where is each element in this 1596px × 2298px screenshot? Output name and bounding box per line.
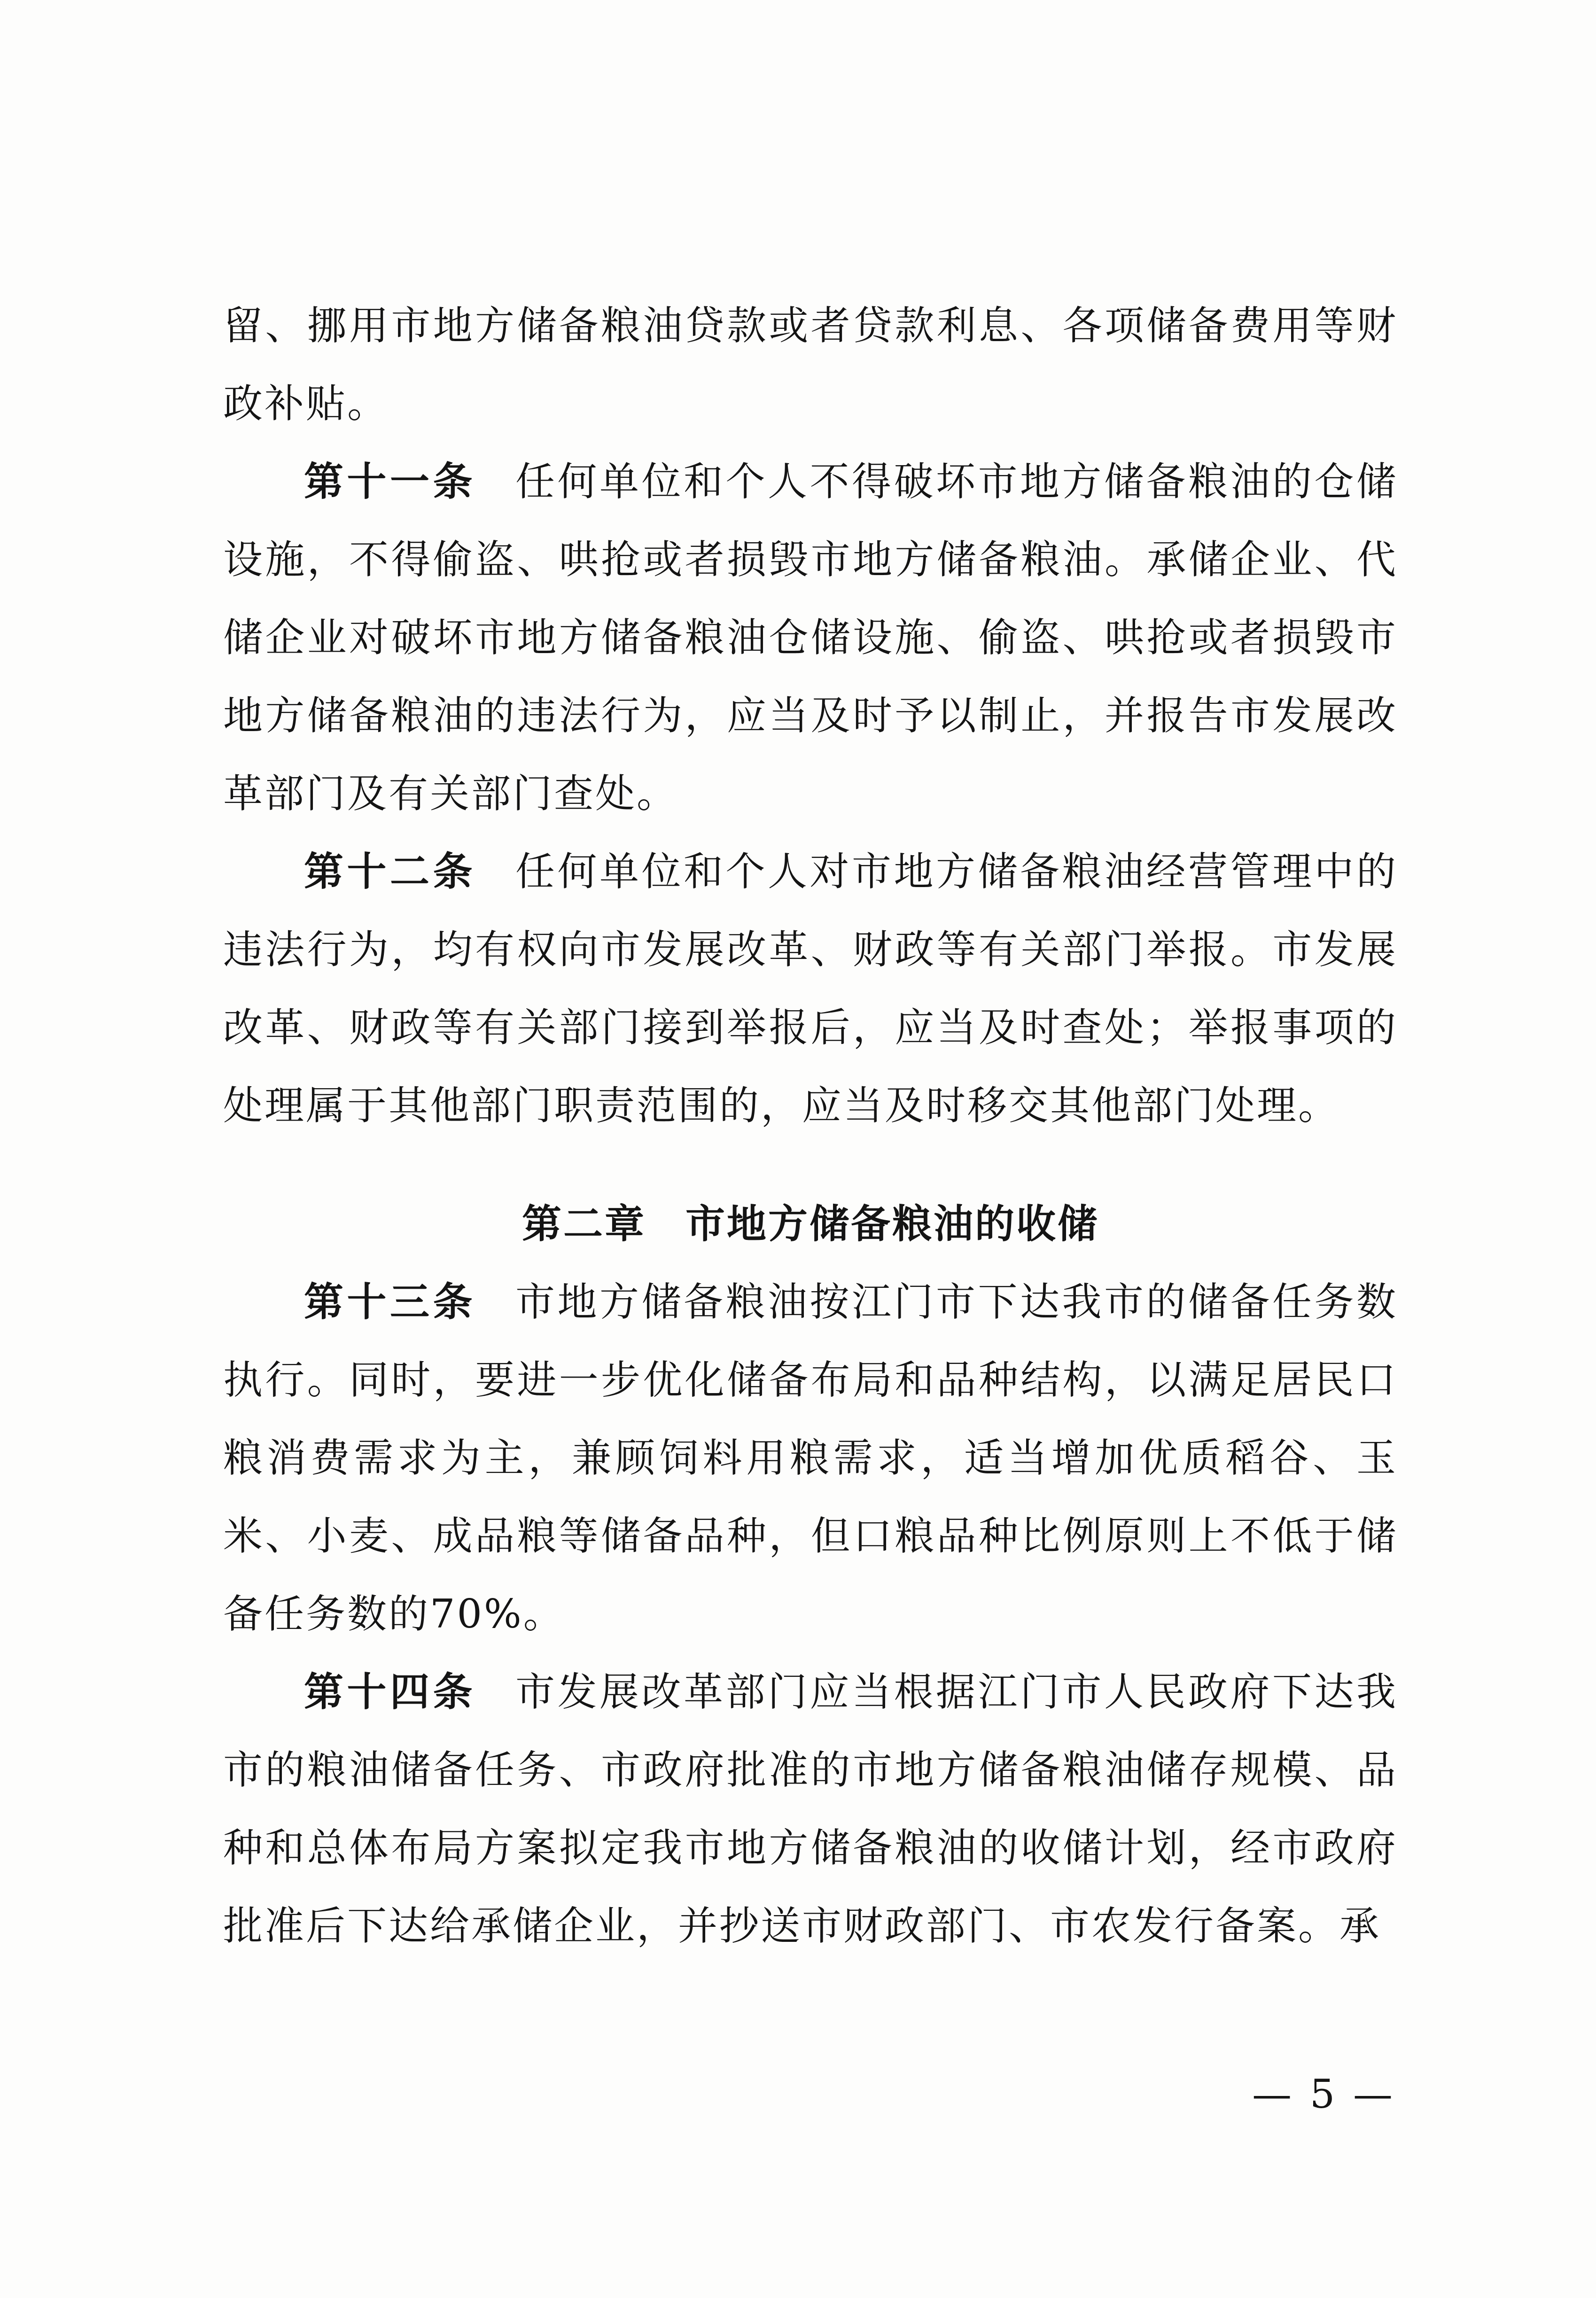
article-text: 任何单位和个人不得破坏市地方储备粮油的仓储设施，不得偷盗、哄抢或者损毁市地方储备粮油。承储企业、代储企业对破坏市地方储备粮油仓储设施、偷盗、哄抢或者损毁市地方储备粮油的违法行为，应当及时予以制止，并报告市发展改革部门及有关部门查处。 bbox=[223, 459, 1398, 817]
chapter-title: 市地方储备粮油的收储 bbox=[685, 1201, 1099, 1247]
article-heading: 第十二条 bbox=[304, 849, 476, 895]
article-text: 任何单位和个人对市地方储备粮油经营管理中的违法行为，均有权向市发展改革、财政等有关部门举报。市发展改革、财政等有关部门接到举报后，应当及时查处；举报事项的处理属于其他部门职责范围的，应当及时移交其他部门处理。 bbox=[223, 849, 1398, 1129]
article-text: 市发展改革部门应当根据江门市人民政府下达我市的粮油储备任务、市政府批准的市地方储备粮油储存规模、品种和总体布局方案拟定我市地方储备粮油的收储计划，经市政府批准后下达给承储企业，并抄送市财政部门、市农发行备案。承 bbox=[223, 1669, 1398, 1949]
document-body bbox=[223, 287, 1398, 1965]
article-12 bbox=[223, 833, 1398, 1145]
chapter-number: 第二章 bbox=[522, 1201, 646, 1247]
chapter-heading bbox=[223, 1185, 1398, 1263]
article-heading: 第十三条 bbox=[304, 1279, 476, 1325]
continuation-paragraph: 留、挪用市地方储备粮油贷款或者贷款利息、各项储备费用等财政补贴。 bbox=[223, 303, 1398, 427]
article-text: 市地方储备粮油按江门市下达我市的储备任务数执行。同时，要进一步优化储备布局和品种结构，以满足居民口粮消费需求为主，兼顾饲料用粮需求，适当增加优质稻谷、玉米、小麦、成品粮等储备品种，但口粮品种比例原则上不低于储备任务数的70%。 bbox=[223, 1279, 1398, 1637]
article-heading: 第十四条 bbox=[304, 1669, 476, 1715]
article-14 bbox=[223, 1653, 1398, 1965]
article-heading: 第十一条 bbox=[304, 459, 476, 505]
article-11 bbox=[223, 443, 1398, 833]
page-number: — 5 — bbox=[1252, 2071, 1395, 2117]
article-13 bbox=[223, 1263, 1398, 1653]
